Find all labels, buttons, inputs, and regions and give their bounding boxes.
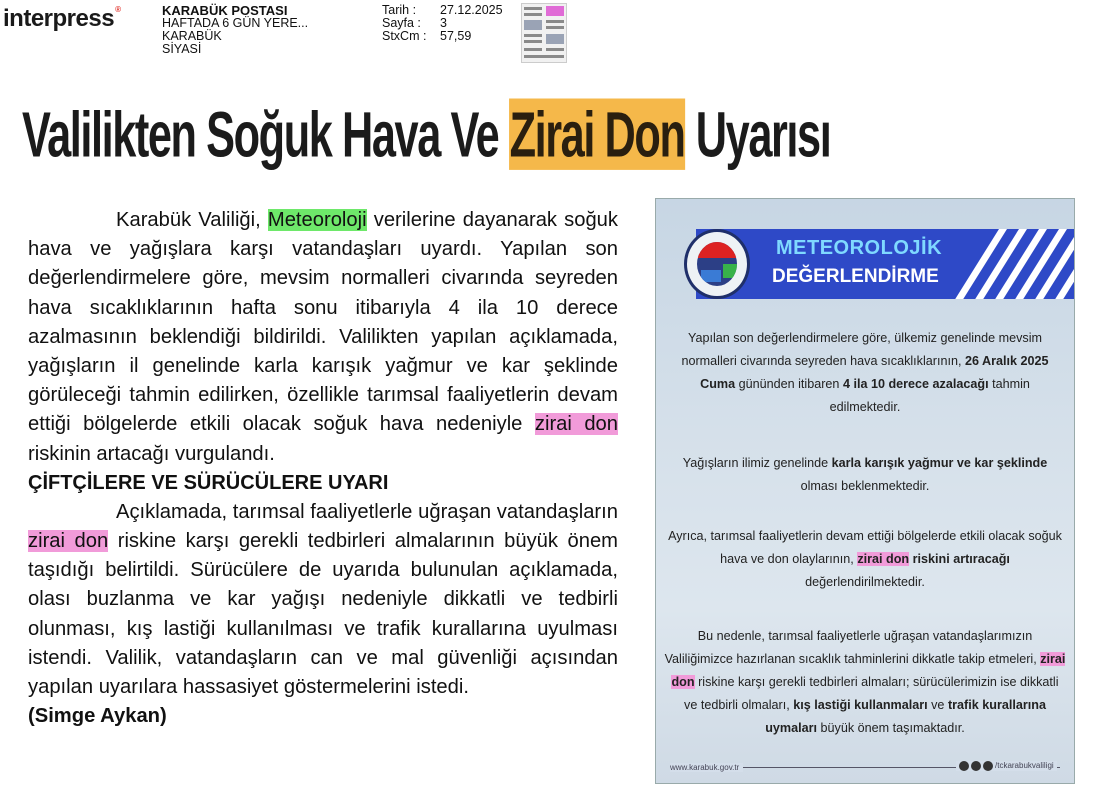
c4-text-a: Bu nedenle, tarımsal faaliyetlerle uğraşan vatandaşlarımızın Valiliğimizce hazırlanan sıcaklık tahminlerini dikkatle takip etmeleri,	[664, 629, 1041, 666]
footer-url: www.karabuk.gov.tr	[670, 763, 743, 772]
logo-text: interpress	[3, 5, 115, 32]
footer-handle: /tckarabukvaliligi	[995, 761, 1054, 771]
p1-text-b: verilerine dayanarak soğuk hava ve yağışlara karşı vatandaşları uyardı. Yapılan son değerlendirmelere göre, mevsim normalleri civarında seyreden hava sıcaklıklarının hafta sonu itibarıyla 4 ila 10 derece azalmasının beklendiği bildirildi. Valilikten yapılan açıklamada, yağışların il genelinde karla karışık yağmur ve kar şeklinde görüleceği tahmin edilirken, özellikle tarımsal faaliyetlerin devam ettiği bölgelerde etkili olacak soğuk hava nedeniyle	[28, 209, 618, 436]
headline-part2: Uyarısı	[685, 98, 831, 170]
headline-highlight: Zirai Don	[509, 98, 685, 170]
c4-text-b: riskine karşı gerekli tedbirleri almaları; sürücülerimizin ise dikkatli ve tedbirli olmaları,	[684, 675, 1059, 712]
c4-bold-1: kış lastiği kullanmaları	[793, 698, 928, 712]
headline	[22, 88, 831, 183]
publication-category: SİYASİ	[162, 42, 202, 56]
infographic-paragraph-1	[664, 327, 1066, 419]
stxcm-row	[382, 30, 503, 43]
page-label: Sayfa :	[382, 16, 421, 30]
date-label: Tarih :	[382, 3, 417, 17]
infographic-highlight-zirai-don-1: zirai don	[857, 552, 910, 566]
c4-text-d: büyük önem taşımaktadır.	[817, 721, 965, 735]
highlight-zirai-don-1: zirai don	[534, 413, 618, 436]
article-subheading: ÇİFTÇİLERE VE SÜRÜCÜLERE UYARI	[28, 471, 389, 494]
article-signature: (Simge Aykan)	[28, 705, 167, 728]
publication-city: KARABÜK	[162, 29, 222, 43]
c4-text-c: ve	[927, 698, 948, 712]
infographic-banner	[696, 229, 1074, 299]
stxcm-value: 57,59	[440, 29, 472, 43]
c3-text-a: Ayrıca, tarımsal faaliyetlerin devam ettiği bölgelerde etkili olacak soğuk hava ve don olaylarının,	[668, 529, 1062, 566]
c4-bold-2: trafik kurallarına uymaları	[765, 698, 1046, 735]
article-paragraph-1	[28, 206, 618, 469]
facebook-icon	[959, 761, 969, 771]
p2-text-a: Açıklamada, tarımsal faaliyetlerle uğraşan vatandaşların	[116, 500, 618, 523]
c1-bold-1: 26 Aralık 2025 Cuma	[700, 354, 1049, 391]
infographic-paragraph-3	[664, 525, 1066, 594]
p1-text-c: riskinin artacağı vurgulandı.	[28, 442, 275, 465]
publication-name: KARABÜK POSTASI	[162, 3, 288, 18]
c2-bold: karla karışık yağmur ve kar şeklinde	[831, 456, 1048, 470]
banner-stripes	[954, 229, 1074, 299]
headline-part1: Valilikten Soğuk Hava Ve	[22, 98, 509, 170]
interpress-logo	[3, 5, 120, 33]
instagram-icon	[971, 761, 981, 771]
article-paragraph-2	[28, 498, 618, 702]
c2-text-a: Yağışların ilimiz genelinde	[682, 456, 832, 470]
x-icon	[983, 761, 993, 771]
p2-text-b: riskine karşı gerekli tedbirleri almalarının büyük önem taşıdığı belirtildi. Sürücülere de uyarıda bulunulan açıklamada, olası buzlanma ve kar yağışı nedeniyle dikkatli ve tedbirli olunması, kış lastiği kullanılması ve trafik kurallarına uyulması istendi. Valilik, vatandaşların can ve mal güvenliği açısından yapılan uyarılara hassasiyet göstermelerini istedi.	[28, 530, 618, 699]
banner-title-1: METEOROLOJİK	[776, 237, 943, 259]
stxcm-label: StxCm :	[382, 29, 427, 43]
clipping-info	[382, 4, 503, 43]
infographic-highlight-zirai-don-2: zirai don	[671, 652, 1066, 689]
page-thumbnail[interactable]	[521, 3, 567, 63]
banner-title-2: DEĞERLENDİRME	[772, 266, 939, 287]
c2-text-c: olması beklenmektedir.	[800, 479, 930, 493]
c1-bold-2: 4 ila 10 derece azalacağı	[842, 377, 989, 391]
footer-social	[956, 761, 1057, 771]
highlight-zirai-don-2: zirai don	[28, 530, 109, 553]
infographic-paragraph-4	[664, 625, 1066, 740]
meteorology-infographic	[655, 198, 1075, 784]
publication-frequency: HAFTADA 6 GÜN YERE...	[162, 16, 309, 30]
highlight-meteoroloji: Meteoroloji	[267, 209, 367, 231]
date-value: 27.12.2025	[440, 3, 503, 17]
article-body	[28, 206, 618, 731]
registered-mark: ®	[115, 5, 121, 14]
governorship-seal-icon	[684, 229, 750, 299]
c3-text-c: değerlendirilmektedir.	[805, 575, 925, 589]
c3-bold: riskini artıracağı	[909, 552, 1010, 566]
page-value: 3	[440, 16, 447, 30]
c1-text-c: gününden itibaren	[735, 377, 843, 391]
c1-text-a: Yapılan son değerlendirmelere göre, ülkemiz genelinde mevsim normalleri civarında seyreden hava sıcaklıklarının,	[681, 331, 1042, 368]
p1-text-a: Karabük Valiliği,	[116, 209, 268, 231]
c1-text-d: tahmin edilmektedir.	[829, 377, 1030, 414]
infographic-paragraph-2	[664, 452, 1066, 498]
publication-info	[162, 4, 308, 56]
